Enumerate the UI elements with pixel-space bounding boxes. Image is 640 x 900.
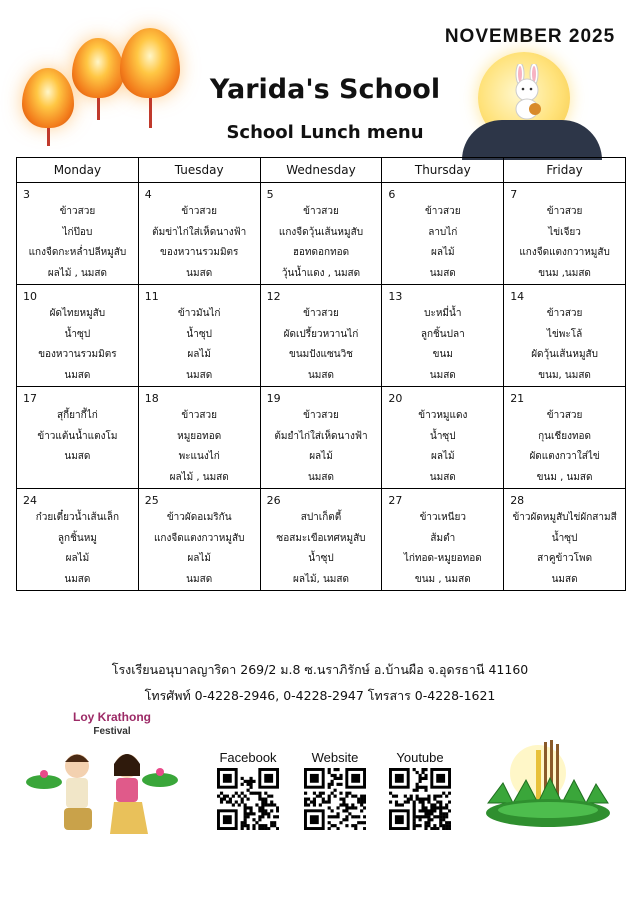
date-number: 27: [388, 494, 403, 507]
menu-item: ข้าวหมูแดง: [418, 410, 468, 421]
menu-item: ขนมปังแซนวิช: [289, 349, 353, 360]
menu-item: ข้าวมันไก่: [177, 308, 221, 319]
menu-item: พะแนงไก่: [178, 451, 220, 462]
hill-illustration: [462, 120, 602, 160]
menu-item: วุ้นน้ำแดง , นมสด: [281, 267, 361, 279]
menu-item: ผลไม้: [430, 451, 455, 462]
day-cell: [504, 285, 626, 387]
menu-item: นมสด: [64, 451, 91, 462]
menu-item: ผลไม้: [187, 553, 211, 564]
menu-item: ข้าวผัดหมูสับไข่ผักสามสี: [512, 512, 617, 523]
menu-item: บะหมี่น้ำ: [424, 308, 462, 319]
lantern-icon: [72, 38, 124, 98]
lantern-icon: [120, 28, 180, 98]
day-cell: [504, 183, 626, 285]
menu-item: ลาบไก่: [428, 226, 458, 238]
date-number: 18: [144, 392, 159, 405]
date-number: 17: [23, 392, 37, 405]
menu-item: สาคูข้าวโพด: [537, 553, 593, 564]
menu-item: ลูกชิ้นปลา: [420, 328, 465, 340]
lunch-menu-table: [16, 157, 626, 591]
menu-item: ข้าวสวย: [303, 410, 339, 421]
menu-item: ไข่พะโล้: [546, 328, 583, 340]
menu-item: แกงจืดกะหล่ำปลีหมูสับ: [28, 247, 127, 258]
menu-item: ผลไม้: [187, 349, 211, 360]
date-number: 3: [23, 188, 30, 201]
menu-item: สปาเก็ตตี้: [300, 512, 342, 523]
website-qr-code[interactable]: [304, 768, 366, 830]
menu-item: ผลไม้: [65, 553, 90, 564]
day-cell: [138, 489, 260, 591]
menu-item: น้ำซุป: [308, 553, 334, 564]
day-cell: [260, 489, 382, 591]
menu-item: ผัดไทยหมูสับ: [49, 308, 106, 319]
menu-item: หมูยอทอด: [177, 430, 222, 442]
menu-item: ข้าวผัดอเมริกัน: [166, 512, 232, 523]
column-header: Wednesday: [260, 158, 382, 183]
week-row: [17, 387, 626, 489]
date-number: 24: [23, 494, 37, 507]
day-cell: [382, 183, 504, 285]
qr-label-youtube: Youtube: [396, 750, 444, 765]
day-cell: [260, 285, 382, 387]
date-number: 6: [388, 188, 396, 201]
menu-item: น้ำซุป: [64, 328, 91, 340]
menu-item: สุกี้ยากี้ไก่: [57, 410, 98, 421]
menu-item: นมสด: [429, 369, 456, 381]
date-number: 26: [266, 494, 281, 507]
menu-item: ต้มยำไก่ใส่เห็ดนางฟ้า: [274, 430, 368, 442]
menu-item: ข้าวสวย: [59, 206, 96, 217]
menu-item: ของหวานรวมมิตร: [159, 247, 239, 258]
menu-body: [17, 183, 626, 591]
youtube-qr-code[interactable]: [389, 768, 451, 830]
menu-item: ของหวานรวมมิตร: [38, 349, 117, 360]
menu-item: ผลไม้ , นมสด: [47, 267, 107, 279]
contact-numbers: โทรศัพท์ 0-4228-2946, 0-4228-2947 โทรสาร 0-4228-1621: [144, 688, 496, 703]
menu-item: น้ำซุป: [551, 532, 578, 544]
date-number: 10: [23, 290, 37, 303]
column-header: Tuesday: [138, 158, 260, 183]
day-cell: [17, 183, 139, 285]
lantern-icon: [22, 68, 74, 128]
menu-item: นมสด: [307, 369, 334, 381]
column-header: Thursday: [382, 158, 504, 183]
date-number: 12: [266, 290, 281, 303]
date-number: 11: [144, 290, 159, 303]
menu-item: ข้าวสวย: [303, 308, 339, 319]
menu-item: ฮอทดอกทอด: [292, 247, 350, 258]
menu-item: ขนม , นมสด: [536, 471, 593, 483]
menu-item: แกงจืดแตงกวาหมูสับ: [153, 532, 245, 544]
date-number: 5: [266, 188, 274, 201]
menu-item: กุนเชียงทอด: [538, 430, 592, 442]
menu-item: นมสด: [429, 267, 456, 279]
menu-item: แกงจืดวุ้นเส้นหมูสับ: [278, 226, 364, 238]
menu-item: ส้มตำ: [430, 532, 456, 544]
rabbit-icon: [505, 64, 549, 120]
menu-item: ไก่ทอด-หมูยอทอด: [403, 553, 482, 564]
day-cell: [260, 387, 382, 489]
menu-item: ข้าวสวย: [546, 308, 583, 319]
menu-item: ต้มข่าไก่ใส่เห็ดนางฟ้า: [152, 226, 247, 238]
menu-item: ผัดวุ้นเส้นหมูสับ: [531, 349, 598, 360]
date-number: 7: [510, 188, 518, 201]
day-cell: [138, 387, 260, 489]
menu-item: ขนม , นมสด: [414, 573, 471, 585]
menu-item: ขนม ,นมสด: [538, 267, 591, 279]
date-number: 25: [144, 494, 159, 507]
qr-label-facebook: Facebook: [219, 750, 277, 765]
menu-item: ผลไม้ , นมสด: [169, 471, 229, 483]
menu-item: นมสด: [64, 573, 91, 585]
date-number: 14: [510, 290, 525, 303]
month-heading: NOVEMBER 2025: [444, 26, 616, 47]
school-address: โรงเรียนอนุบาลญาริดา 269/2 ม.8 ซ.นราภิรักษ์ อ.บ้านผือ จ.อุดรธานี 41160: [111, 662, 529, 677]
day-cell: [382, 387, 504, 489]
menu-item: ซอสมะเขือเทศหมูสับ: [276, 532, 366, 544]
menu-item: นมสด: [551, 573, 578, 585]
festival-title: Loy Krathong: [73, 710, 151, 724]
menu-item: ไก่ป๊อบ: [62, 226, 93, 238]
menu-item: ขนม: [432, 349, 453, 360]
menu-item: นมสด: [186, 573, 213, 585]
menu-item: นมสด: [186, 369, 213, 381]
menu-item: น้ำซุป: [429, 430, 456, 442]
menu-subtitle: School Lunch menu: [226, 122, 424, 143]
menu-item: ข้าวสวย: [546, 410, 583, 421]
date-number: 20: [388, 392, 403, 405]
menu-item: แกงจืดแตงกวาหมูสับ: [519, 247, 610, 258]
krathong-illustration: [478, 728, 618, 838]
menu-item: ผลไม้: [309, 451, 333, 462]
festival-subtitle: Festival: [93, 726, 131, 737]
menu-item: ลูกชิ้นหมู: [57, 532, 97, 544]
day-cell: [138, 285, 260, 387]
day-cell: [382, 489, 504, 591]
menu-item: ข้าวสวย: [546, 206, 583, 217]
menu-item: ข้าวสวย: [181, 410, 218, 421]
menu-item: [17, 468, 138, 489]
week-row: [17, 285, 626, 387]
menu-item: ขนม, นมสด: [538, 369, 591, 381]
column-header: Monday: [17, 158, 139, 183]
day-cell: [138, 183, 260, 285]
day-cell: [260, 183, 382, 285]
menu-item: ข้าวสวย: [303, 206, 339, 217]
menu-item: นมสด: [307, 471, 334, 483]
day-cell: [17, 285, 139, 387]
day-cell: [17, 387, 139, 489]
menu-item: ผัดแตงกวาใส่ไข่: [529, 451, 600, 462]
date-number: 19: [266, 392, 281, 405]
week-row: [17, 489, 626, 591]
menu-item: ผลไม้: [430, 247, 455, 258]
facebook-qr-code[interactable]: [217, 768, 279, 830]
menu-item: ก๋วยเตี๋ยวน้ำเส้นเล็ก: [35, 512, 120, 523]
date-number: 13: [388, 290, 403, 303]
menu-item: ข้าวสวย: [181, 206, 218, 217]
date-number: 4: [144, 188, 152, 201]
day-cell: [382, 285, 504, 387]
thai-couple-illustration: [22, 742, 182, 842]
qr-label-website: Website: [311, 750, 359, 765]
menu-item: ข้าวเหนียว: [419, 512, 466, 523]
day-cell: [504, 489, 626, 591]
menu-item: ผัดเปรี้ยวหวานไก่: [283, 328, 359, 340]
menu-item: นมสด: [186, 267, 213, 279]
school-title: Yarida's School: [209, 74, 441, 105]
date-number: 21: [510, 392, 525, 405]
menu-item: ข้าวสวย: [424, 206, 461, 217]
day-cell: [17, 489, 139, 591]
menu-item: นมสด: [64, 369, 91, 381]
column-header: Friday: [504, 158, 626, 183]
menu-item: ข้าวแต้นน้ำแตงโม: [37, 430, 118, 442]
week-row: [17, 183, 626, 285]
menu-item: นมสด: [429, 471, 456, 483]
table-header-row: [17, 158, 626, 183]
day-cell: [504, 387, 626, 489]
date-number: 28: [510, 494, 525, 507]
menu-item: ผลไม้, นมสด: [292, 573, 349, 585]
menu-item: ไข่เจียว: [548, 226, 581, 238]
menu-item: น้ำซุป: [186, 328, 212, 340]
